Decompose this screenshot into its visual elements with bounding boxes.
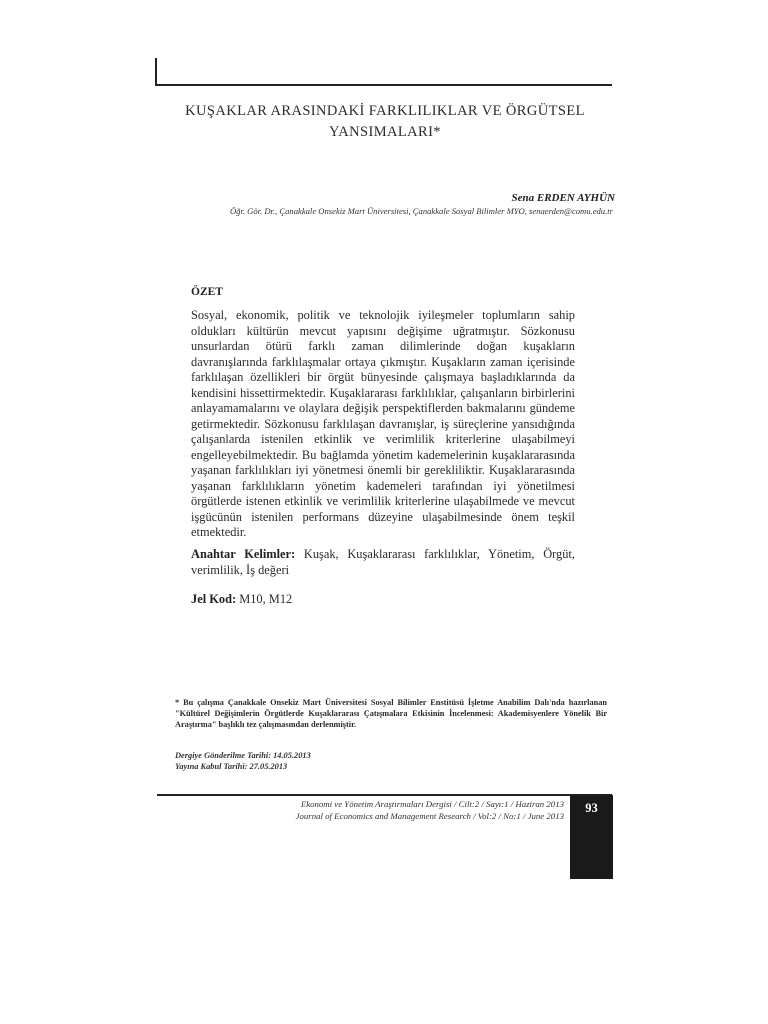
abstract-heading: ÖZET	[191, 286, 223, 298]
header-rule	[155, 84, 612, 86]
abstract-body: Sosyal, ekonomik, politik ve teknolojik iyileşmeler toplumların sahip oldukları kültürün mevcut yapısını değişime uğratmıştır. Sözkonusu unsurlardan ötürü farklı zaman dilimlerinde doğan kuşakların davranışlarında farklılaşmalar ortaya çıkmıştır. Kuşakların zaman içerisinde farklılaşan özellikleri bir örgüt bünyesinde çalışmaya başladıklarında da kendisini hissettirmektedir. Kuşaklararası farklılıklar, çalışanların birbirlerini anlayamamalarını ve olaylara değişik perspektiflerden bakmalarını gündeme getirmektedir. Sözkonusu farklılaşan davranışlar, iş süreçlerine yansıdığında çalışanlarda istenilen etkinlik ve verimlilik kriterlerine ulaşabilmeyi engelleyebilmektedir. Bu bağlamda yönetim kademelerinin kuşaklararasında yaşanan farklılıkları iyi yönetmesi önemli bir gerekliliktir. Kuşaklararasında yaşanan farklılıkların yönetim kademeleri tarafından iyi yönetilmesi örgütlerde istenen etkinlik ve verimlilik kriterlerine ulaşabilmede ve mevcut işgücünün istenilen performans düzeyine ulaşabilmesinde önem teşkil etmektedir.	[191, 308, 575, 539]
page-number: 93	[585, 801, 598, 815]
journal-info	[296, 798, 564, 822]
jel-codes	[191, 592, 292, 607]
header-corner-vertical-rule	[155, 58, 157, 86]
footnote: * Bu çalışma Çanakkale Onsekiz Mart Üniversitesi Sosyal Bilimler Enstitüsü İşletme Anabilim Dalı'nda hazırlanan "Kültürel Değişimlerin Örgütlerde Kuşaklararası Çatışmalara Etkisinin İncelenmesi: Akademisyenlere Yönelik Bir Araştırma" başlıklı tez çalışmasından derlenmiştir.	[175, 698, 607, 729]
journal-line-tr: Ekonomi ve Yönetim Araştırmaları Dergisi / Cilt:2 / Sayı:1 / Haziran 2013	[300, 799, 564, 809]
page-number-tab	[570, 795, 613, 879]
author-affiliation: Öğr. Gör. Dr., Çanakkale Onsekiz Mart Üniversitesi, Çanakkale Sosyal Bilimler MYO, senaerden@comu.edu.tr	[229, 206, 613, 216]
article-title	[160, 101, 610, 143]
keywords-label: Anahtar Kelimler:	[191, 547, 296, 561]
acceptance-date: Yayına Kabul Tarihi: 27.05.2013	[175, 762, 288, 771]
jel-label: Jel Kod:	[191, 592, 237, 606]
keywords-text: Kuşak, Kuşaklararası farklılıklar, Yönetim, Örgüt, verimlilik, İş değeri	[191, 547, 575, 577]
article-title-line1: KUŞAKLAR ARASINDAKİ FARKLILIKLAR VE ÖRGÜTSEL	[185, 103, 585, 119]
footer-rule	[157, 794, 612, 796]
keywords-paragraph	[191, 546, 575, 578]
author-name: Sena ERDEN AYHÜN	[511, 192, 615, 204]
submission-date: Dergiye Gönderilme Tarihi: 14.05.2013	[175, 751, 311, 760]
jel-text: M10, M12	[239, 592, 293, 606]
article-title-line2: YANSIMALARI*	[329, 124, 441, 140]
journal-line-en: Journal of Economics and Management Research / Vol:2 / No:1 / June 2013	[295, 811, 564, 821]
article-dates	[175, 750, 311, 772]
